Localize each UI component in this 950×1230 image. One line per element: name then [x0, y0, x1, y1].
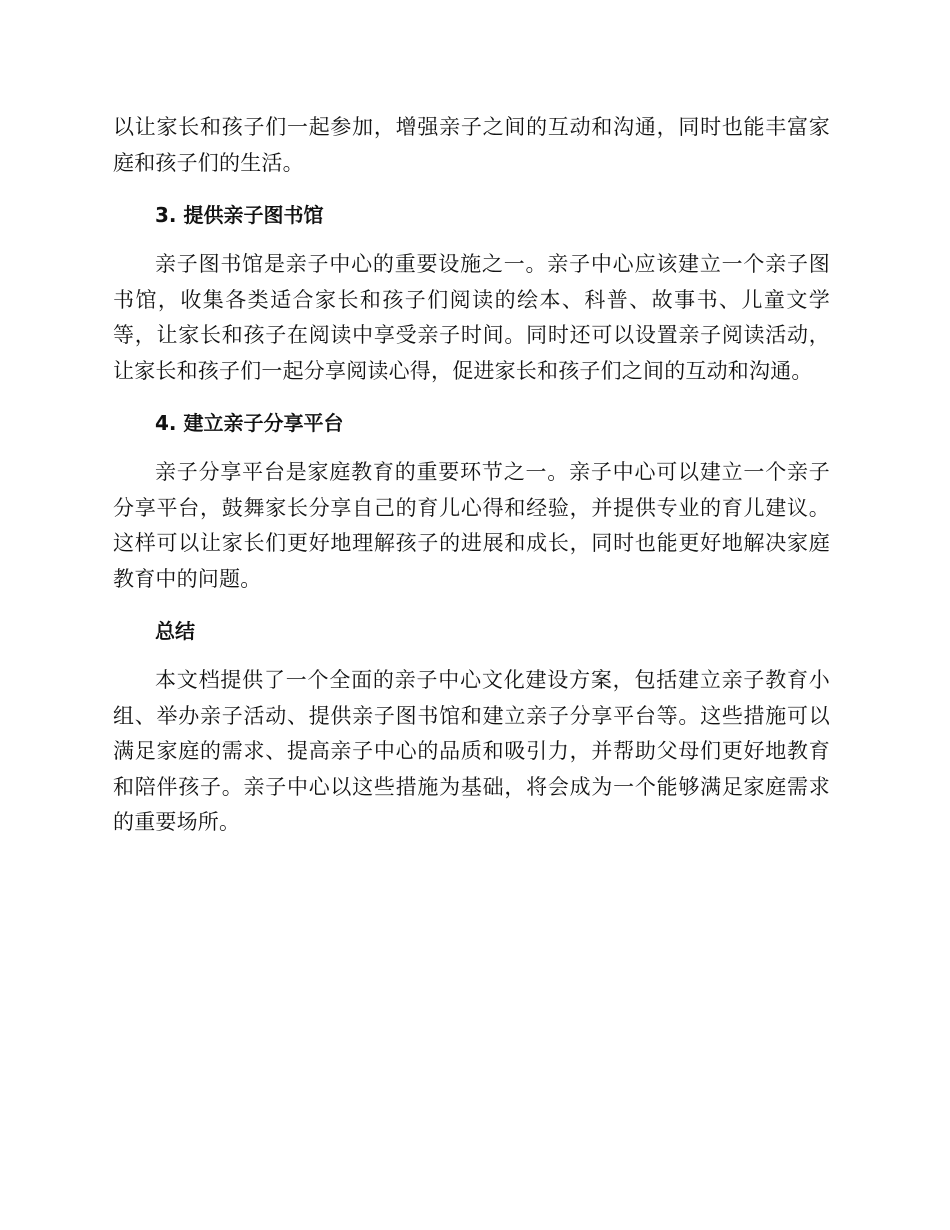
section-paragraph-library: 亲子图书馆是亲子中心的重要设施之一。亲子中心应该建立一个亲子图书馆，收集各类适合家长和孩子们阅读的绘本、科普、故事书、儿童文学等，让家长和孩子在阅读中享受亲子时间。同时还可以设置亲子阅读活动，让家长和孩子们一起分享阅读心得，促进家长和孩子们之间的互动和沟通。 — [113, 252, 830, 383]
intro-paragraph: 以让家长和孩子们一起参加，增强亲子之间的互动和沟通，同时也能丰富家庭和孩子们的生活。 — [113, 115, 830, 175]
section-paragraph-summary: 本文档提供了一个全面的亲子中心文化建设方案，包括建立亲子教育小组、举办亲子活动、提供亲子图书馆和建立亲子分享平台等。这些措施可以满足家庭的需求、提高亲子中心的品质和吸引力，并帮助父母们更好地教育和陪伴孩子。亲子中心以这些措施为基础，将会成为一个能够满足家庭需求的重要场所。 — [113, 668, 830, 834]
section-heading-sharing-platform: 4. 建立亲子分享平台 — [155, 411, 344, 435]
document-body — [113, 110, 830, 841]
section-heading-library: 3. 提供亲子图书馆 — [155, 203, 324, 227]
section-heading-summary: 总结 — [155, 619, 195, 643]
section-paragraph-sharing-platform: 亲子分享平台是家庭教育的重要环节之一。亲子中心可以建立一个亲子分享平台，鼓舞家长分享自己的育儿心得和经验，并提供专业的育儿建议。这样可以让家长们更好地理解孩子的进展和成长，同时也能更好地解决家庭教育中的问题。 — [113, 460, 830, 591]
